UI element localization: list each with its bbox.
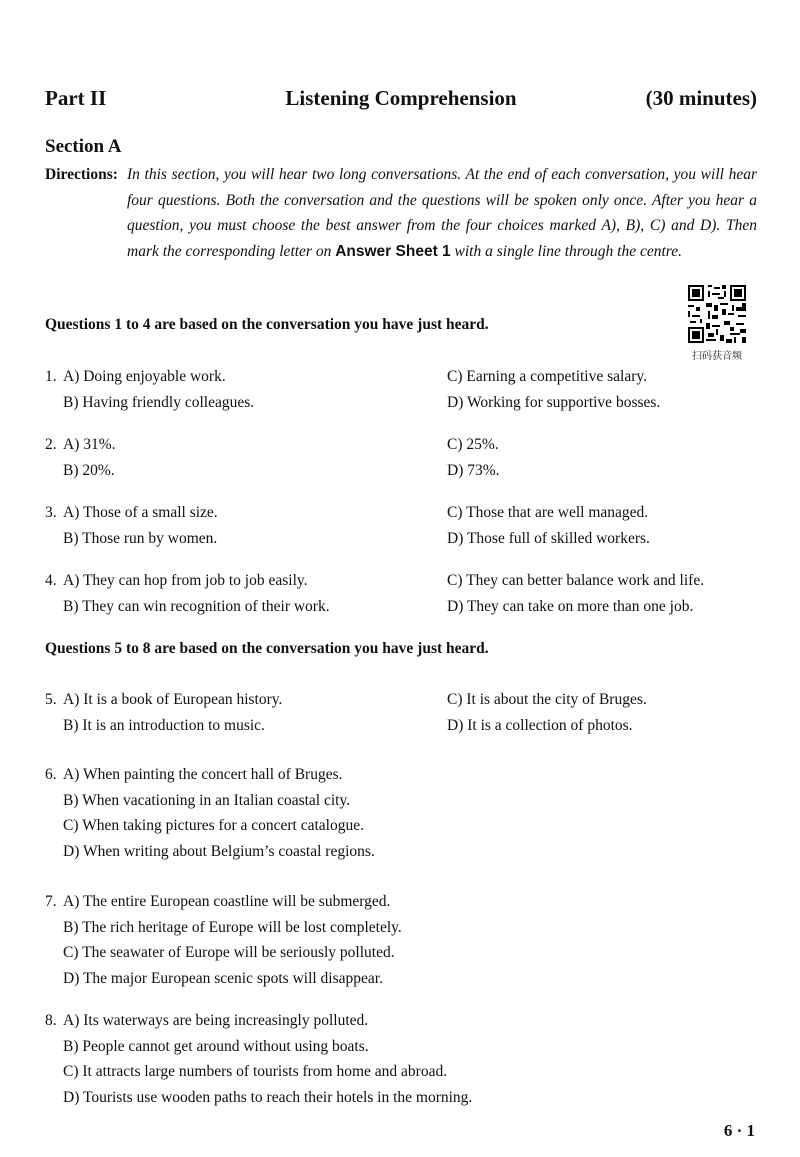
directions-text bbox=[127, 162, 757, 264]
question-number: 4. bbox=[45, 572, 57, 589]
choice-d: D) The major European scenic spots will disappear. bbox=[63, 969, 383, 987]
question-number: 3. bbox=[45, 504, 57, 521]
question-number: 7. bbox=[45, 893, 57, 910]
choice-b: B) 20%. bbox=[63, 461, 115, 479]
choice-b: B) They can win recognition of their work. bbox=[63, 597, 330, 615]
choice-c: C) It attracts large numbers of tourists from home and abroad. bbox=[63, 1063, 448, 1081]
choice-a: A) Its waterways are being increasingly polluted. bbox=[63, 1012, 369, 1029]
choice-d: D) 73%. bbox=[447, 461, 500, 479]
page-number: 6 · 1 bbox=[723, 1121, 755, 1140]
choice-c: C) Earning a competitive salary. bbox=[447, 368, 647, 385]
choice-d: D) Tourists use wooden paths to reach their hotels in the morning. bbox=[63, 1088, 473, 1106]
time-limit: (30 minutes) bbox=[645, 86, 757, 110]
group-heading-2: Questions 5 to 8 are based on the conversation you have just heard. bbox=[45, 640, 489, 657]
question-number: 1. bbox=[45, 368, 57, 385]
choice-a: A) When painting the concert hall of Bruges. bbox=[63, 766, 343, 783]
choice-c: C) Those that are well managed. bbox=[447, 504, 649, 521]
choice-c: C) It is about the city of Bruges. bbox=[447, 691, 647, 708]
choice-b: B) Having friendly colleagues. bbox=[63, 393, 255, 411]
choice-a: A) The entire European coastline will be submerged. bbox=[63, 893, 391, 910]
choice-a: A) They can hop from job to job easily. bbox=[63, 572, 308, 589]
part-label: Part II bbox=[45, 86, 107, 110]
directions-text-after: with a single line through the centre. bbox=[450, 242, 682, 260]
choice-c: C) They can better balance work and life. bbox=[447, 572, 705, 589]
question-number: 5. bbox=[45, 691, 57, 708]
choice-a: A) Doing enjoyable work. bbox=[63, 368, 226, 385]
question-number: 8. bbox=[45, 1012, 57, 1029]
choice-d: D) It is a collection of photos. bbox=[447, 716, 633, 734]
choice-a: A) 31%. bbox=[63, 436, 116, 453]
question-number: 6. bbox=[45, 766, 57, 783]
choice-d: D) When writing about Belgium’s coastal regions. bbox=[63, 842, 375, 860]
directions-block bbox=[45, 162, 757, 264]
qr-caption: 扫码获音频 bbox=[692, 351, 742, 362]
choice-c: C) 25%. bbox=[447, 436, 499, 453]
choice-d: D) Those full of skilled workers. bbox=[447, 529, 650, 547]
directions-label: Directions: bbox=[45, 166, 118, 183]
part-title: Listening Comprehension bbox=[285, 86, 517, 110]
directions-text-before: In this section, you will hear two long conversations. At the end of each conversation, you will hear four questions. Both the conversation and the questions will be spoken only once. After you hear a question, you must choose the best answer from the four choices marked A), B), C) and D). Then mark the corresponding letter on bbox=[127, 166, 757, 260]
choice-b: B) The rich heritage of Europe will be lost completely. bbox=[63, 918, 402, 936]
question-number: 2. bbox=[45, 436, 57, 453]
choice-c: C) The seawater of Europe will be seriously polluted. bbox=[63, 944, 395, 962]
answer-sheet-label: Answer Sheet 1 bbox=[335, 242, 451, 260]
part-header bbox=[45, 86, 757, 116]
choice-b: B) When vacationing in an Italian coastal city. bbox=[63, 791, 351, 809]
choice-b: B) It is an introduction to music. bbox=[63, 716, 265, 734]
choice-a: A) Those of a small size. bbox=[63, 504, 218, 521]
choice-b: B) Those run by women. bbox=[63, 529, 218, 547]
choice-d: D) They can take on more than one job. bbox=[447, 597, 694, 615]
choice-a: A) It is a book of European history. bbox=[63, 691, 283, 708]
choice-b: B) People cannot get around without using boats. bbox=[63, 1037, 369, 1055]
choice-d: D) Working for supportive bosses. bbox=[447, 393, 661, 411]
section-title: Section A bbox=[45, 136, 122, 157]
group-heading-1: Questions 1 to 4 are based on the conversation you have just heard. bbox=[45, 316, 489, 333]
choice-c: C) When taking pictures for a concert catalogue. bbox=[63, 817, 364, 835]
qr-code-icon[interactable] bbox=[686, 283, 748, 345]
